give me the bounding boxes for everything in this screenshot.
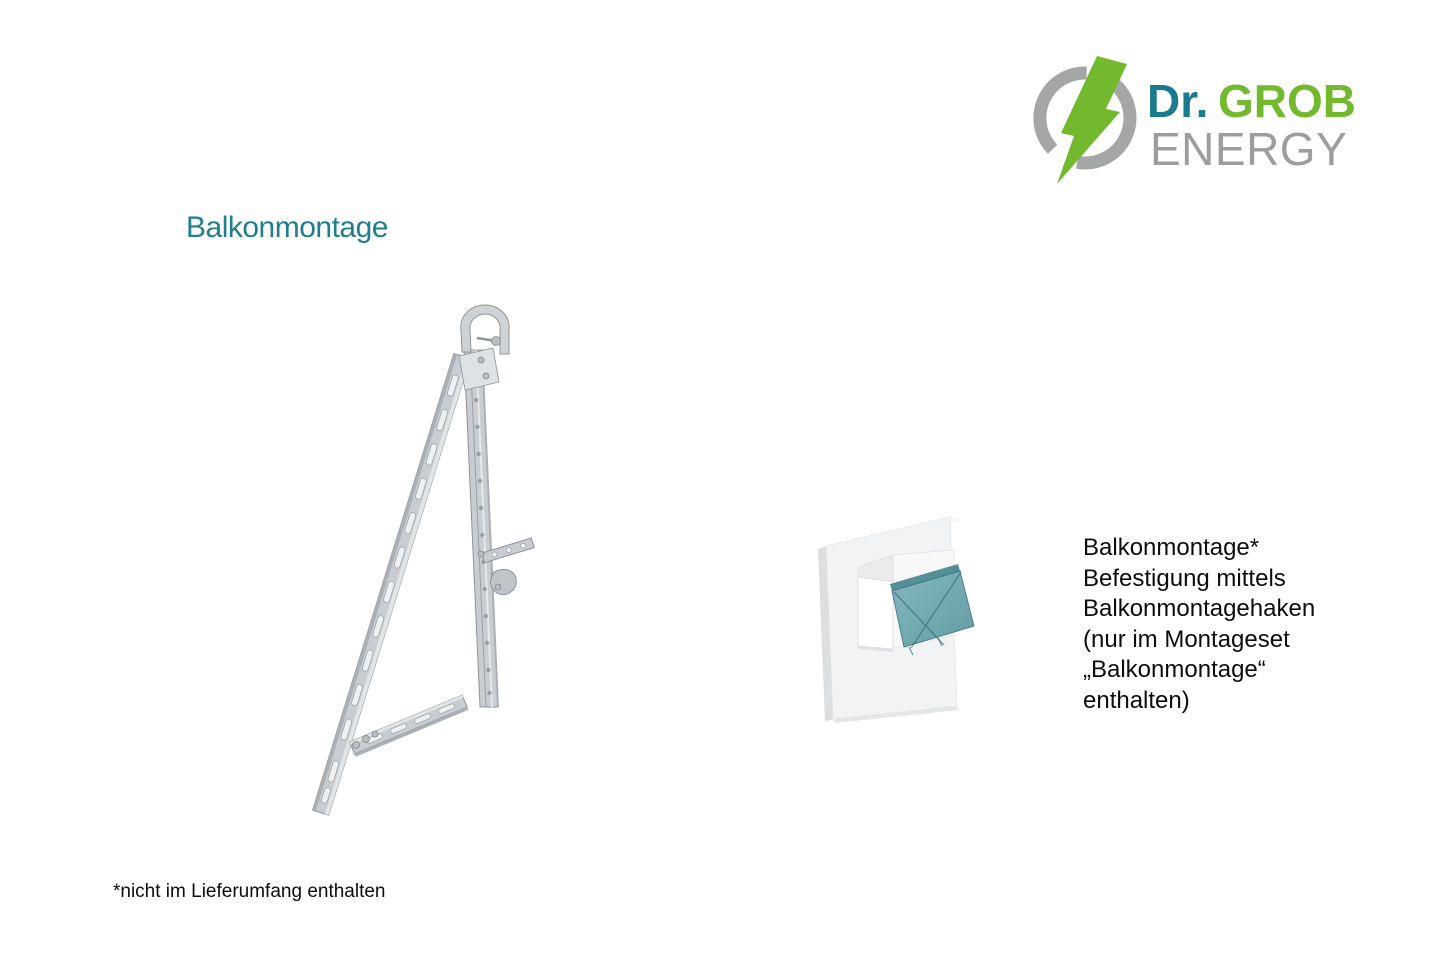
info-line: Balkonmontage* xyxy=(1083,534,1260,561)
info-line: Balkonmontagehaken xyxy=(1083,595,1316,622)
wall-hook-illustration xyxy=(812,505,1012,730)
brand-subtitle: ENERGY xyxy=(1150,123,1348,175)
company-logo xyxy=(1030,52,1370,192)
info-line: (nur im Montageset xyxy=(1083,625,1290,653)
info-line: Befestigung mittels xyxy=(1083,564,1286,592)
railing-hook xyxy=(461,305,509,354)
brand-prefix: Dr. xyxy=(1147,75,1209,127)
footnote: *nicht im Lieferumfang enthalten xyxy=(113,881,386,902)
info-line: „Balkonmontage“ xyxy=(1083,656,1266,683)
lightning-bolt-circle-icon xyxy=(1040,56,1130,184)
bracket-illustration xyxy=(255,288,585,848)
brand-name: GROB xyxy=(1218,75,1356,127)
brand-text xyxy=(1147,75,1356,127)
info-text xyxy=(1083,533,1363,716)
junction-bolt xyxy=(353,742,360,749)
vertical-rail xyxy=(464,350,498,707)
diagonal-rail xyxy=(313,353,471,815)
info-line: enthalten) xyxy=(1083,686,1190,714)
lower-strut xyxy=(350,695,469,757)
page-title: Balkonmontage xyxy=(186,211,388,244)
top-joint-plate xyxy=(459,348,499,390)
